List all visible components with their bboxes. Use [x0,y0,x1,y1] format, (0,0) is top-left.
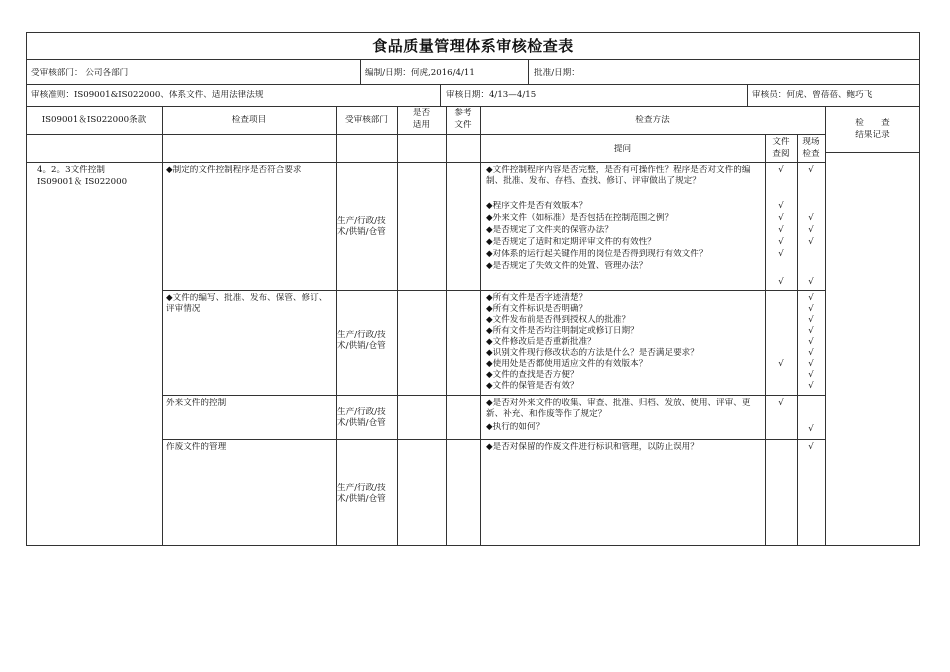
question: ◆对体系的运行起关键作用的岗位是否得到现行有效文件？ [486,249,708,259]
sep-info-1 [360,59,361,84]
header-doc-check-2: 查阅 [772,149,790,159]
col-sep-6 [765,134,766,546]
audit-date: 审核日期：4/13—4/15 [446,90,537,100]
border-right [919,32,920,546]
header-site-check-1: 现场 [802,137,820,147]
sep-info-3 [440,84,441,106]
question: ◆文件的保管是否有效？ [486,381,579,391]
sep-info-2 [528,59,529,84]
header-ref-1: 参考 [454,108,472,118]
doc-check-mark: √ [778,249,784,259]
header-result-2: 结果记录 [855,130,890,140]
question: ◆所有文件是否均注明制定或修订日期？ [486,326,639,336]
rule-row-3 [162,439,825,440]
audit-criteria: 审核准则：IS09001&IS022000、体系文件、适用法律法规 [31,90,264,100]
rule-info-2 [26,106,920,107]
rule-title [26,59,920,60]
check-item: ◆制定的文件控制程序是否符合要求 [166,165,302,175]
sep-info-4 [747,84,748,106]
header-applicable-1: 是否 [412,108,431,118]
audit-checklist-sheet [26,32,920,546]
doc-check-mark: √ [778,213,784,223]
editor-date: 编制/日期：何虎,2016/4/11 [365,68,475,78]
site-check-mark: √ [808,165,814,175]
border-left [26,32,27,546]
question: ◆是否规定了适时和定期评审文件的有效性？ [486,237,656,247]
col-sep-1 [162,106,163,546]
site-check-mark: √ [808,370,814,380]
col-sep-7 [797,134,798,546]
rule-info-1 [26,84,920,85]
clause-standard: IS09001＆ IS022000 [37,177,128,187]
site-check-mark: √ [808,424,814,434]
col-sep-5 [480,106,481,546]
doc-check-mark: √ [778,165,784,175]
question: ◆执行的如何？ [486,422,545,432]
question: ◆是否对保留的作废文件进行标识和管理，以防止误用？ [486,442,699,452]
question: ◆文件控制程序内容是否完整，是否有可操作性？程序是否对文件的编制、批准、发布、存档、查找、修订、评审做出了规定？ [486,165,751,187]
site-check-mark: √ [808,359,814,369]
rule-row-1 [162,290,825,291]
site-check-mark: √ [808,237,814,247]
question: ◆文件发布前是否得到授权人的批准？ [486,315,631,325]
site-check-mark: √ [808,326,814,336]
header-result-1: 检 查 [855,118,890,128]
question: ◆文件修改后是否重新批准？ [486,337,596,347]
site-check-mark: √ [808,381,814,391]
site-check-mark: √ [808,304,814,314]
site-check-mark: √ [808,315,814,325]
page-title: 食品质量管理体系审核检查表 [372,37,574,55]
col-sep-8 [825,106,826,546]
header-method: 检查方法 [635,115,670,125]
check-item: 作废文件的管理 [166,442,227,452]
rule-subheader [480,134,825,135]
header-applicable-2: 适用 [412,120,431,130]
site-check-mark: √ [808,293,814,303]
row-dept: 生产/行政/技术/供销/仓管 [337,216,386,238]
doc-check-mark: √ [778,237,784,247]
row-dept: 生产/行政/技术/供销/仓管 [337,407,386,429]
header-item: 检查项目 [231,115,267,125]
site-check-mark: √ [808,277,814,287]
rule-columns [26,162,825,163]
approve-date: 批准/日期： [534,68,580,78]
rule-result [825,152,920,153]
site-check-mark: √ [808,213,814,223]
header-site-check-2: 检查 [802,149,820,159]
check-item: 外来文件的控制 [166,398,227,408]
site-check-mark: √ [808,348,814,358]
question: ◆所有文件标识是否明确？ [486,304,588,314]
audited-dept: 受审核部门： 公司各部门 [31,68,129,78]
question: ◆文件的查找是否方便？ [486,370,579,380]
doc-check-mark: √ [778,398,784,408]
col-sep-2 [336,106,337,546]
check-item: ◆文件的编写、批准、发布、保管、修订、评审情况 [166,293,328,315]
col-sep-4 [446,106,447,546]
question: ◆是否规定了失效文件的处置、管理办法？ [486,261,648,271]
border-bottom [26,545,920,546]
question: ◆是否规定了文件夹的保管办法？ [486,225,613,235]
question: ◆外来文件（如标准）是否包括在控制范围之例？ [486,213,674,223]
doc-check-mark: √ [778,359,784,369]
question: ◆识别文件现行修改状态的方法是什么？是否满足要求？ [486,348,699,358]
question: ◆程序文件是否有效版本？ [486,201,588,211]
site-check-mark: √ [808,442,814,452]
col-sep-3 [397,106,398,546]
header-dept: 受审核部门 [345,115,388,125]
header-ref-2: 文件 [454,120,472,130]
question: ◆是否对外来文件的收集、审查、批准、归档、发放、使用、评审、更新、补充、和作废等作了规定？ [486,398,751,420]
question: ◆使用处是否都使用适应文件的有效版本？ [486,359,648,369]
row-dept: 生产/行政/技术/供销/仓管 [337,483,386,505]
clause-title: 4。2。3文件控制 [37,165,105,175]
question: ◆所有文件是否字迹清楚？ [486,293,588,303]
doc-check-mark: √ [778,277,784,287]
doc-check-mark: √ [778,201,784,211]
doc-check-mark: √ [778,225,784,235]
site-check-mark: √ [808,337,814,347]
header-doc-check-1: 文件 [772,137,790,147]
rule-row-2 [162,395,825,396]
header-ask: 提问 [613,144,632,154]
auditors: 审核员：何虎、曾蓓蓓、鲍巧飞 [752,90,873,100]
site-check-mark: √ [808,225,814,235]
row-dept: 生产/行政/技术/供销/仓管 [337,330,386,352]
header-clause: IS09001＆IS022000条款 [41,115,147,125]
